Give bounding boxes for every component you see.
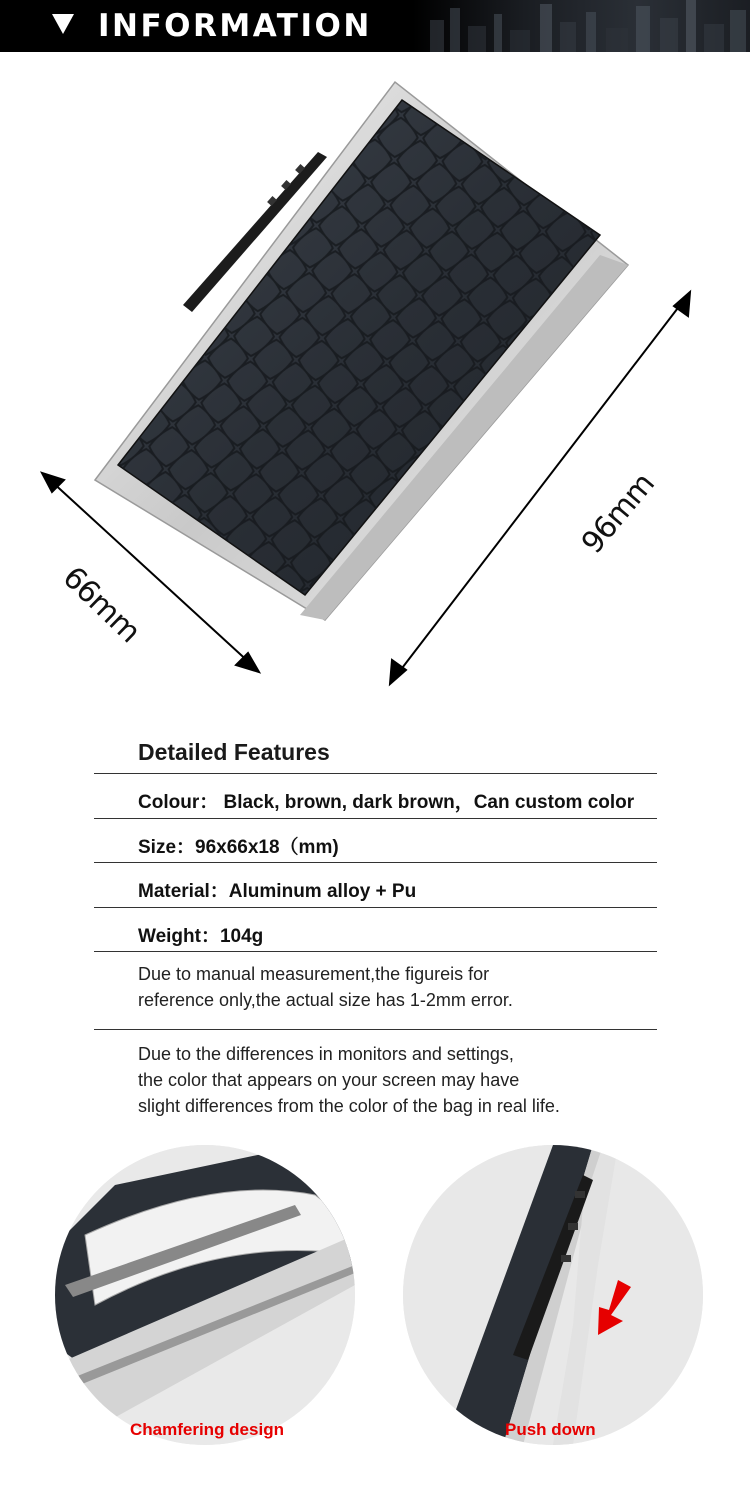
city-skyline-graphic <box>410 0 750 52</box>
chamfer-caption: Chamfering design <box>130 1420 284 1439</box>
info-banner <box>0 0 750 52</box>
color-note <box>138 1041 560 1119</box>
feature-size: Size：96x66x18（mm) <box>138 837 339 858</box>
divider <box>94 818 657 819</box>
push-down-detail-image <box>403 1145 703 1445</box>
width-dimension-label: 66mm <box>55 560 147 650</box>
length-dimension-label: 96mm <box>575 467 662 561</box>
feature-weight: Weight：104g <box>138 926 264 947</box>
note-line: Due to the differences in monitors and settings, <box>138 1044 514 1064</box>
chamfer-detail-image <box>55 1145 355 1445</box>
note-line: slight differences from the color of the bag in real life. <box>138 1096 560 1116</box>
feature-colour: Colour： Black, brown, dark brown，Can custom color <box>138 792 635 813</box>
divider <box>94 907 657 908</box>
divider <box>94 773 657 774</box>
divider <box>94 1029 657 1030</box>
note-line: reference only,the actual size has 1-2mm error. <box>138 990 513 1010</box>
triangle-down-icon <box>52 14 74 34</box>
page-title: INFORMATION <box>98 8 372 44</box>
note-line: the color that appears on your screen may have <box>138 1070 520 1090</box>
feature-material: Material：Aluminum alloy + Pu <box>138 881 417 902</box>
note-line: Due to manual measurement,the figureis for <box>138 964 490 984</box>
measurement-note <box>138 961 513 1013</box>
divider <box>94 862 657 863</box>
section-heading: Detailed Features <box>138 739 330 765</box>
push-down-caption: Push down <box>505 1420 596 1439</box>
card-case-illustration <box>0 60 750 700</box>
divider <box>94 951 657 952</box>
